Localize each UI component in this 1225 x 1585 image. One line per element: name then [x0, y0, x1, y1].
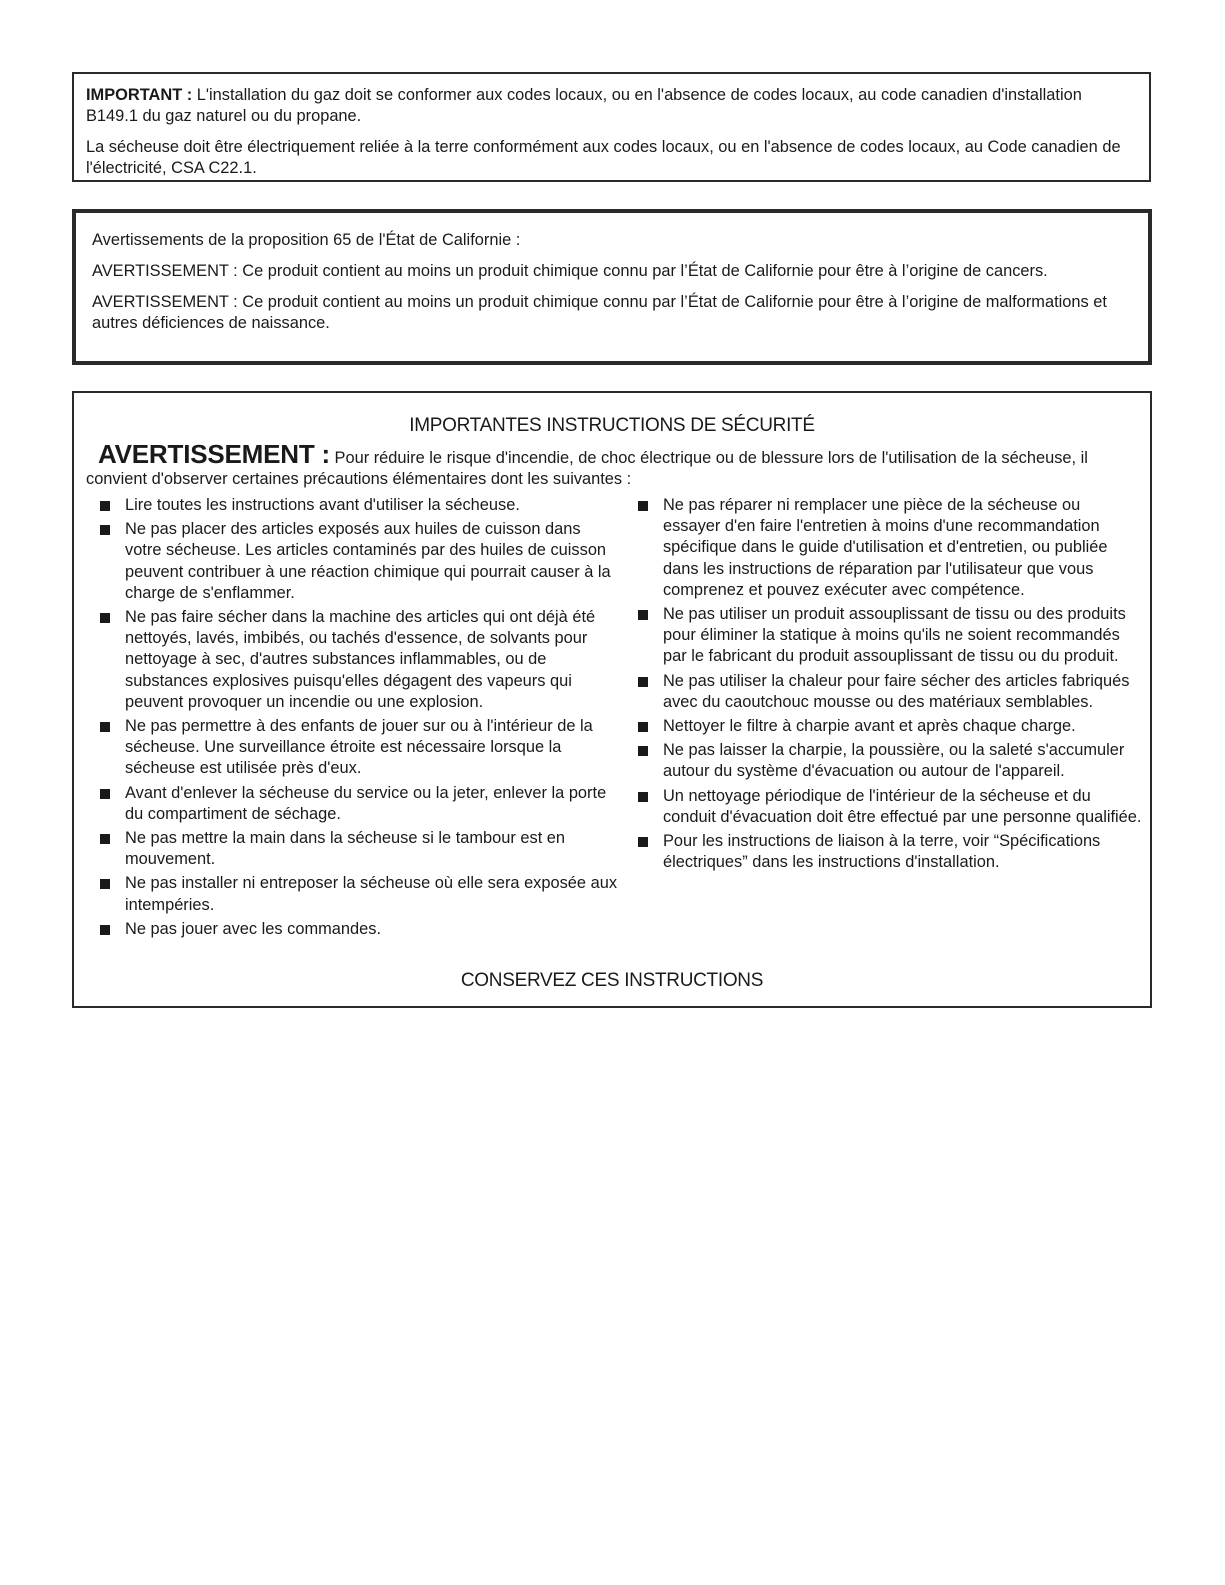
list-item	[86, 783, 620, 825]
list-item-text: Ne pas installer ni entreposer la sécheuse où elle sera exposée aux intempéries.	[125, 874, 618, 914]
save-instructions-footer: CONSERVEZ CES INSTRUCTIONS	[460, 970, 764, 991]
important-label: IMPORTANT :	[86, 86, 193, 104]
square-bullet-icon	[638, 610, 648, 620]
prop65-heading: Avertissements de la proposition 65 de l'État de Californie :	[92, 231, 521, 249]
square-bullet-icon	[100, 879, 110, 889]
list-item-text: Lire toutes les instructions avant d'utiliser la sécheuse.	[125, 496, 520, 514]
prop65-cancer-warning: AVERTISSEMENT : Ce produit contient au moins un produit chimique connu par l’État de Californie pour être à l’origine de cancers.	[92, 262, 1048, 280]
safety-title: IMPORTANTES INSTRUCTIONS DE SÉCURITÉ	[409, 415, 815, 436]
list-item-text: Ne pas utiliser un produit assouplissant de tissu ou des produits pour éliminer la statique à moins qu'ils ne soient recommandés par le fabricant du produit assouplissant de tissu ou du produit.	[662, 605, 1126, 666]
safety-instructions-box	[72, 391, 1152, 1008]
list-item	[624, 716, 1142, 737]
square-bullet-icon	[638, 677, 648, 687]
list-item	[624, 740, 1142, 782]
square-bullet-icon	[638, 722, 648, 732]
square-bullet-icon	[638, 837, 648, 847]
square-bullet-icon	[100, 789, 110, 799]
square-bullet-icon	[100, 925, 110, 935]
right-column	[624, 495, 1142, 943]
gas-code-text: L'installation du gaz doit se conformer aux codes locaux, ou en l'absence de codes locaux, au code canadien d'installation B149.1 du gaz naturel ou du propane.	[86, 86, 1082, 125]
prop65-birth-defects-warning: AVERTISSEMENT : Ce produit contient au moins un produit chimique connu par l’État de Californie pour être à l’origine de malformations et autres déficiences de naissance.	[92, 293, 1107, 332]
safety-columns	[86, 495, 1142, 943]
square-bullet-icon	[638, 746, 648, 756]
list-item	[86, 519, 620, 604]
list-item	[624, 604, 1142, 668]
square-bullet-icon	[100, 613, 110, 623]
list-item-text: Ne pas utiliser la chaleur pour faire sécher des articles fabriqués avec du caoutchouc mousse ou des matériaux semblables.	[662, 671, 1130, 711]
list-item-text: Ne pas placer des articles exposés aux huiles de cuisson dans votre sécheuse. Les articles contaminés par des huiles de cuisson peuvent contribuer à une réaction chimique qui pourrait causer à la charge de s'enflammer.	[125, 520, 611, 602]
list-item-text: Ne pas jouer avec les commandes.	[125, 919, 381, 938]
list-item	[624, 786, 1142, 828]
square-bullet-icon	[100, 722, 110, 732]
list-item	[86, 607, 620, 713]
list-item-text: Ne pas permettre à des enfants de jouer sur ou à l'intérieur de la sécheuse. Une surveillance étroite est nécessaire lorsque la sécheuse est utilisée près d'eux.	[125, 717, 593, 778]
square-bullet-icon	[638, 792, 648, 802]
list-item-text: Un nettoyage périodique de l'intérieur de la sécheuse et du conduit d'évacuation doit être effectué par une personne qualifiée.	[662, 786, 1142, 826]
warning-text: Pour réduire le risque d'incendie, de choc électrique ou de blessure lors de l'utilisation de la sécheuse, il convient d'observer certaines précautions élémentaires dont les suivantes :	[86, 449, 1088, 488]
warning-word: AVERTISSEMENT :	[98, 439, 330, 469]
square-bullet-icon	[100, 501, 110, 511]
california-prop65-notice	[72, 209, 1152, 365]
list-item-text: Ne pas réparer ni remplacer une pièce de la sécheuse ou essayer d'en faire l'entretien à moins d'une recommandation spécifique dans le guide d'utilisation et d'entretien, ou publiée dans les instructions de réparation par l'utilisateur que vous comprenez et pouvez exécuter avec compétence.	[662, 496, 1108, 599]
left-bullet-list	[86, 495, 620, 940]
list-item	[86, 919, 620, 940]
list-item-text: Ne pas laisser la charpie, la poussière, ou la saleté s'accumuler autour du système d'évacuation ou autour de l'appareil.	[662, 741, 1125, 781]
list-item	[624, 671, 1142, 713]
safety-warning-intro	[86, 439, 1138, 490]
list-item	[86, 828, 620, 870]
square-bullet-icon	[100, 525, 110, 535]
gas-code-paragraph	[86, 85, 1137, 127]
left-column	[86, 495, 620, 943]
gas-installation-notice	[72, 72, 1151, 182]
list-item	[86, 716, 620, 780]
right-bullet-list	[624, 495, 1142, 873]
list-item	[86, 495, 620, 516]
list-item-text: Pour les instructions de liaison à la terre, voir “Spécifications électriques” dans les instructions d'installation.	[662, 832, 1101, 872]
list-item-text: Ne pas mettre la main dans la sécheuse si le tambour est en mouvement.	[125, 829, 566, 869]
list-item-text: Avant d'enlever la sécheuse du service ou la jeter, enlever la porte du compartiment de séchage.	[125, 783, 607, 823]
list-item-text: Ne pas faire sécher dans la machine des articles qui ont déjà été nettoyés, lavés, imbibés, ou tachés d'essence, de solvants pour nettoyage à sec, d'autres substances inflammables, ou de substances explosives puisqu'elles dégagent des vapeurs qui peuvent provoquer un incendie ou une explosion.	[125, 608, 596, 711]
list-item	[624, 495, 1142, 601]
list-item	[86, 873, 620, 915]
list-item-text: Nettoyer le filtre à charpie avant et après chaque charge.	[662, 717, 1076, 736]
square-bullet-icon	[100, 834, 110, 844]
list-item	[624, 831, 1142, 873]
square-bullet-icon	[638, 501, 648, 511]
grounding-paragraph: La sécheuse doit être électriquement reliée à la terre conformément aux codes locaux, ou en l'absence de codes locaux, au Code canadien de l'électricité, CSA C22.1.	[86, 138, 1121, 177]
